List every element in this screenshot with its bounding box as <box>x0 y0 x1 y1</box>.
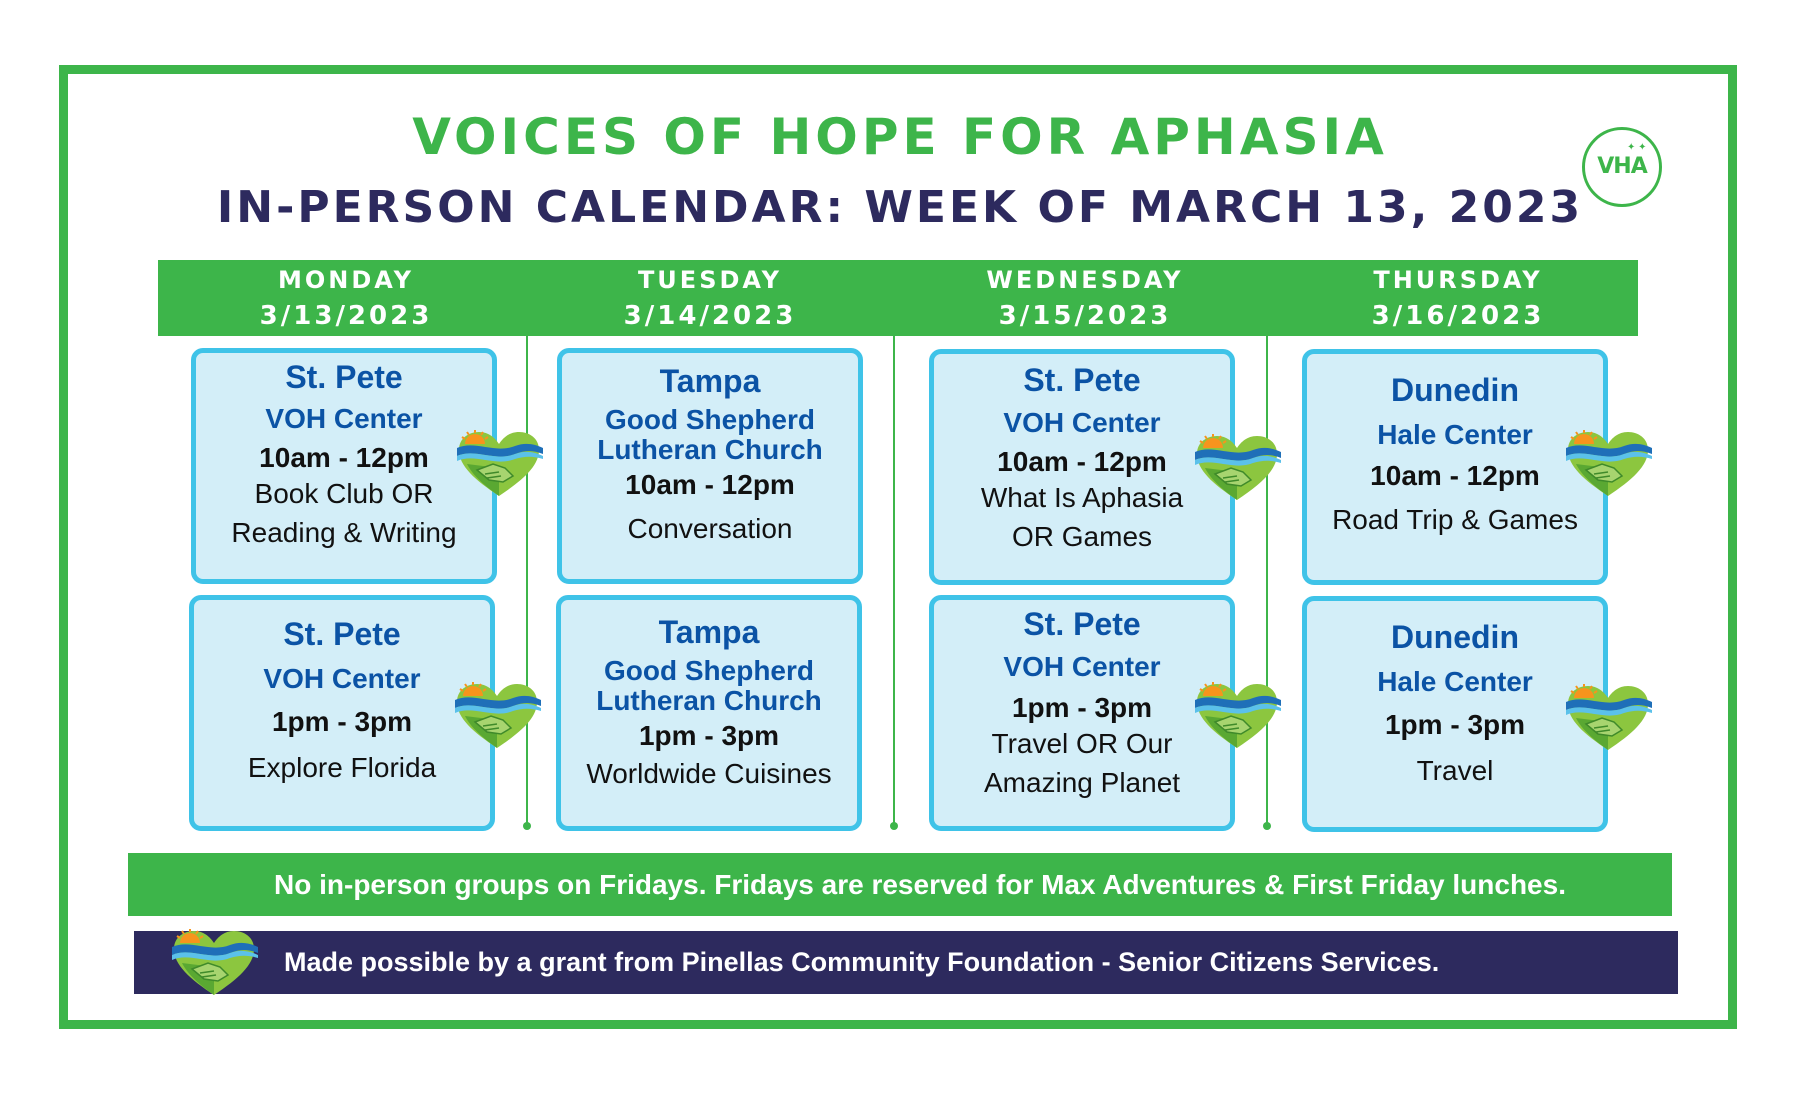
session-venue: Hale Center <box>1377 419 1533 450</box>
session-card <box>557 348 863 584</box>
day-name: TUESDAY <box>637 266 783 294</box>
session-location: Tampa <box>659 363 761 399</box>
page-subtitle: IN-PERSON CALENDAR: WEEK OF MARCH 13, 2023 <box>216 182 1584 233</box>
day-header-monday <box>196 262 496 334</box>
session-location: Dunedin <box>1391 619 1519 655</box>
session-time: 10am - 12pm <box>997 446 1167 477</box>
session-venue: VOH Center <box>263 663 421 694</box>
day-date: 3/14/2023 <box>623 301 797 331</box>
session-activity: Amazing Planet <box>983 767 1181 798</box>
session-time: 1pm - 3pm <box>1011 692 1153 723</box>
page-title: VOICES OF HOPE FOR APHASIA <box>412 108 1388 166</box>
session-card <box>929 595 1235 831</box>
grant-footer-banner <box>134 931 1678 994</box>
session-venue: VOH Center <box>1003 407 1161 438</box>
friday-notice-banner: No in-person groups on Fridays. Fridays are reserved for Max Adventures & First Friday lunches. <box>128 853 1672 916</box>
session-time: 10am - 12pm <box>625 469 795 500</box>
session-venue: VOH Center <box>1003 651 1161 682</box>
session-card <box>556 595 862 831</box>
column-divider <box>526 336 528 826</box>
session-activity: Travel OR Our <box>991 728 1173 759</box>
session-venue-line-2: Lutheran Church <box>596 685 822 716</box>
session-time: 1pm - 3pm <box>1384 709 1526 740</box>
session-card <box>189 595 495 831</box>
session-card <box>191 348 497 584</box>
session-time: 10am - 12pm <box>259 442 429 473</box>
session-activity: Conversation <box>627 513 793 544</box>
session-activity: OR Games <box>1011 521 1153 552</box>
session-venue: Good Shepherd <box>604 655 814 686</box>
session-time: 1pm - 3pm <box>271 706 413 737</box>
session-venue-line-2: Lutheran Church <box>597 434 823 465</box>
session-venue: VOH Center <box>265 403 423 434</box>
heart-hands-icon <box>1564 428 1652 498</box>
session-location: St. Pete <box>1023 606 1141 642</box>
day-date: 3/13/2023 <box>259 301 433 331</box>
session-activity: Travel <box>1416 755 1494 786</box>
session-activity: Explore Florida <box>247 752 437 783</box>
session-time: 1pm - 3pm <box>638 720 780 751</box>
session-activity: What Is Aphasia <box>980 482 1184 513</box>
day-name: WEDNESDAY <box>986 266 1184 294</box>
session-activity: Road Trip & Games <box>1332 504 1578 535</box>
heart-hands-icon <box>453 680 541 750</box>
heart-hands-icon <box>455 428 543 498</box>
grant-footer-text: Made possible by a grant from Pinellas Community Foundation - Senior Citizens Services. <box>284 947 1440 977</box>
session-time: 10am - 12pm <box>1370 460 1540 491</box>
day-header-wednesday <box>935 262 1235 334</box>
day-header-tuesday <box>560 262 860 334</box>
session-card <box>1302 596 1608 832</box>
session-activity: Worldwide Cuisines <box>586 758 832 789</box>
session-venue: Hale Center <box>1377 666 1533 697</box>
session-venue: Good Shepherd <box>605 404 815 435</box>
session-location: St. Pete <box>285 359 403 395</box>
day-name: MONDAY <box>278 266 414 294</box>
session-location: Dunedin <box>1391 372 1519 408</box>
session-activity: Reading & Writing <box>231 517 457 548</box>
day-header-thursday <box>1308 262 1608 334</box>
session-card <box>1302 349 1608 585</box>
session-location: Tampa <box>658 614 760 650</box>
vha-logo-icon <box>1582 127 1662 207</box>
heart-hands-icon <box>1193 680 1281 750</box>
day-date: 3/16/2023 <box>1371 301 1545 331</box>
session-location: St. Pete <box>283 616 401 652</box>
session-location: St. Pete <box>1023 362 1141 398</box>
day-name: THURSDAY <box>1373 266 1543 294</box>
heart-hands-icon <box>1564 682 1652 752</box>
column-divider <box>1266 336 1268 826</box>
logo-stars-icon: ✦ ✦ <box>1627 142 1647 153</box>
session-activity: Book Club OR <box>254 478 434 509</box>
heart-hands-icon <box>1193 432 1281 502</box>
logo-text: VHA <box>1597 154 1647 179</box>
column-divider <box>893 336 895 826</box>
heart-hands-icon <box>170 927 258 997</box>
day-date: 3/15/2023 <box>998 301 1172 331</box>
session-card <box>929 349 1235 585</box>
